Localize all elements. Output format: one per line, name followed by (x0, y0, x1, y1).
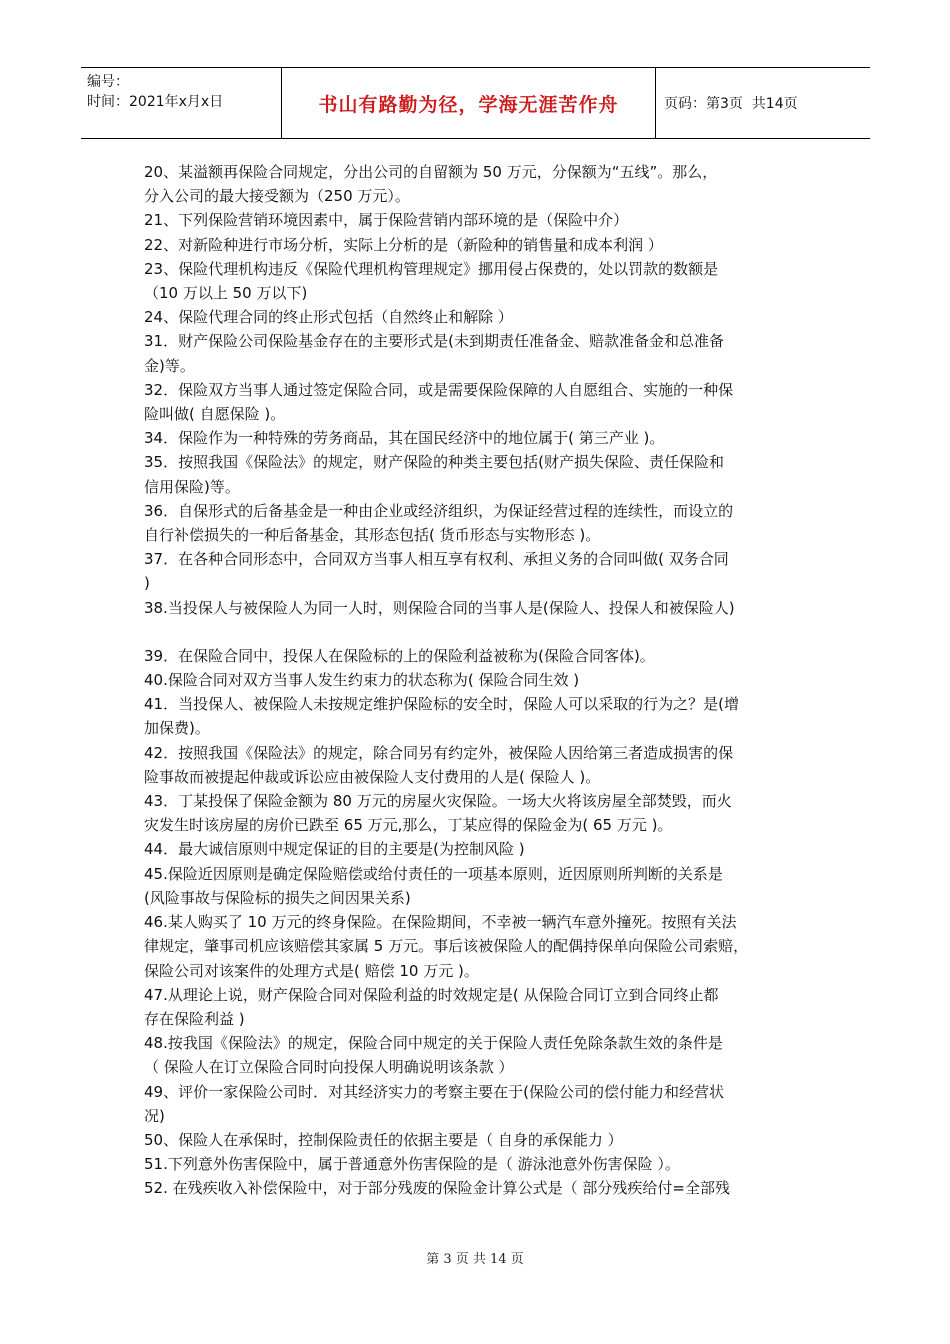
header-motto: 书山有路勤为径，学海无涯苦作舟 (282, 68, 656, 138)
question-line: 律规定，肇事司机应该赔偿其家属 5 万元。事后该被保险人的配偶持保单向保险公司索赔， (144, 937, 749, 956)
question-line: 48.按我国《保险法》的规定，保险合同中规定的关于保险人责任免除条款生效的条件是 (144, 1034, 723, 1053)
question-line: 存在保险利益 ) (144, 1009, 245, 1028)
question-line: 信用保险)等。 (144, 477, 240, 496)
question-line: 39．在保险合同中，投保人在保险标的上的保险利益被称为(保险合同客体)。 (144, 646, 655, 665)
question-line: 38.当投保人与被保险人为同一人时，则保险合同的当事人是(保险人、投保人和被保险人) (144, 598, 735, 617)
question-item (144, 668, 809, 692)
question-line: 51.下列意外伤害保险中，属于普通意外伤害保险的是（ 游泳池意外伤害保险 ）。 (144, 1155, 680, 1174)
question-item (144, 644, 809, 668)
question-item (144, 789, 809, 837)
date-label: 时间：2021年x月x日 (87, 94, 224, 110)
question-line: 34．保险作为一种特殊的劳务商品，其在国民经济中的地位属于( 第三产业 )。 (144, 429, 665, 448)
header-meta (81, 68, 282, 138)
question-item (144, 547, 809, 595)
question-line: 31．财产保险公司保险基金存在的主要形式是(未到期责任准备金、赔款准备金和总准备 (144, 332, 724, 351)
question-line: 险叫做( 自愿保险 )。 (144, 405, 286, 424)
question-line: 46.某人购买了 10 万元的终身保险。在保险期间，不幸被一辆汽车意外撞死。按照有关法 (144, 913, 737, 932)
question-line: 49、评价一家保险公司时．对其经济实力的考察主要在于(保险公司的偿付能力和经营状 (144, 1082, 724, 1101)
question-line: 47.从理论上说，财产保险合同对保险利益的时效规定是( 从保险合同订立到合同终止都 (144, 985, 719, 1004)
question-line: 21、下列保险营销环境因素中，属于保险营销内部环境的是（保险中介） (144, 211, 629, 230)
question-item (144, 1031, 809, 1079)
question-line: 35．按照我国《保险法》的规定，财产保险的种类主要包括(财产损失保险、责任保险和 (144, 453, 724, 472)
question-item (144, 257, 809, 305)
question-item (144, 1128, 809, 1152)
question-line: 20、某溢额再保险合同规定，分出公司的自留额为 50 万元，分保额为“五线”。那么， (144, 163, 718, 181)
question-line: 37．在各种合同形态中，合同双方当事人相互享有权利、承担义务的合同叫做( 双务合同 (144, 550, 729, 569)
question-line: 23、保险代理机构违反《保险代理机构管理规定》挪用侵占保费的，处以罚款的数额是 (144, 259, 719, 278)
question-line: 灾发生时该房屋的房价已跌至 65 万元,那么，丁某应得的保险金为( 65 万元 )。 (144, 816, 673, 835)
question-item (144, 450, 809, 498)
question-line: 41．当投保人、被保险人未按规定维护保险标的安全时，保险人可以采取的行为之？是(增 (144, 695, 739, 714)
question-item (144, 1152, 809, 1176)
question-line: 50、保险人在承保时，控制保险责任的依据主要是（ 自身的承保能力 ） (144, 1130, 623, 1149)
question-item (144, 1176, 809, 1200)
question-line: 44．最大诚信原则中规定保证的目的主要是(为控制风险 ) (144, 840, 525, 859)
question-item (144, 233, 809, 257)
question-line: 金)等。 (144, 356, 195, 375)
question-item (144, 329, 809, 377)
question-list (144, 160, 809, 1201)
question-item (144, 499, 809, 547)
question-item (144, 692, 809, 740)
question-line: 22、对新险种进行市场分析，实际上分析的是（新险种的销售量和成本利润 ） (144, 235, 663, 254)
question-line: 45.保险近因原则是确定保险赔偿或给付责任的一项基本原则，近因原则所判断的关系是 (144, 864, 723, 883)
question-line: 36．自保形式的后备基金是一种由企业或经济组织，为保证经营过程的连续性，而设立的 (144, 501, 734, 520)
header-page-info: 页码：第3页 共14页 (664, 96, 798, 112)
question-item (144, 837, 809, 861)
question-line: 分入公司的最大接受额为（250 万元）。 (144, 187, 410, 206)
question-line: （10 万以上 50 万以下) (144, 284, 308, 303)
page-footer: 第 3 页 共 14 页 (426, 1252, 524, 1267)
question-item (144, 208, 809, 232)
question-item (144, 1080, 809, 1128)
question-line: 保险公司对该案件的处理方式是( 赔偿 10 万元 )。 (144, 961, 479, 980)
question-item (144, 378, 809, 426)
question-line: 加保费)。 (144, 719, 210, 738)
question-item (144, 596, 809, 620)
question-line: 险事故而被提起仲裁或诉讼应由被保险人支付费用的人是( 保险人 )。 (144, 767, 601, 786)
question-item (144, 983, 809, 1031)
question-line: 43．丁某投保了保险金额为 80 万元的房屋火灾保险。一场大火将该房屋全部焚毁，而火 (144, 792, 732, 811)
question-line: （ 保险人在订立保险合同时向投保人明确说明该条款 ） (144, 1058, 514, 1077)
question-item (144, 426, 809, 450)
question-line: ) (144, 574, 150, 593)
question-item (144, 741, 809, 789)
header-page-info-cell (656, 68, 870, 138)
question-line: 42．按照我国《保险法》的规定，除合同另有约定外，被保险人因给第三者造成损害的保 (144, 743, 734, 762)
question-line: (风险事故与保险标的损失之间因果关系) (144, 888, 411, 907)
question-line: 40.保险合同对双方当事人发生约束力的状态称为( 保险合同生效 ) (144, 671, 580, 690)
document-header (81, 67, 870, 139)
question-item (144, 160, 809, 208)
question-line: 24、保险代理合同的终止形式包括（自然终止和解除 ） (144, 308, 513, 327)
question-line: 52. 在残疾收入补偿保险中，对于部分残废的保险金计算公式是（ 部分残疾给付=全部残 (144, 1179, 730, 1198)
question-item (144, 862, 809, 910)
question-item (144, 305, 809, 329)
question-line: 32．保险双方当事人通过签定保险合同，或是需要保险保障的人自愿组合、实施的一种保 (144, 380, 734, 399)
number-label: 编号： (87, 74, 129, 90)
question-line: 自行补偿损失的一种后备基金，其形态包括( 货币形态与实物形态 )。 (144, 526, 601, 545)
question-line: 况) (144, 1106, 165, 1125)
question-item (144, 910, 809, 983)
